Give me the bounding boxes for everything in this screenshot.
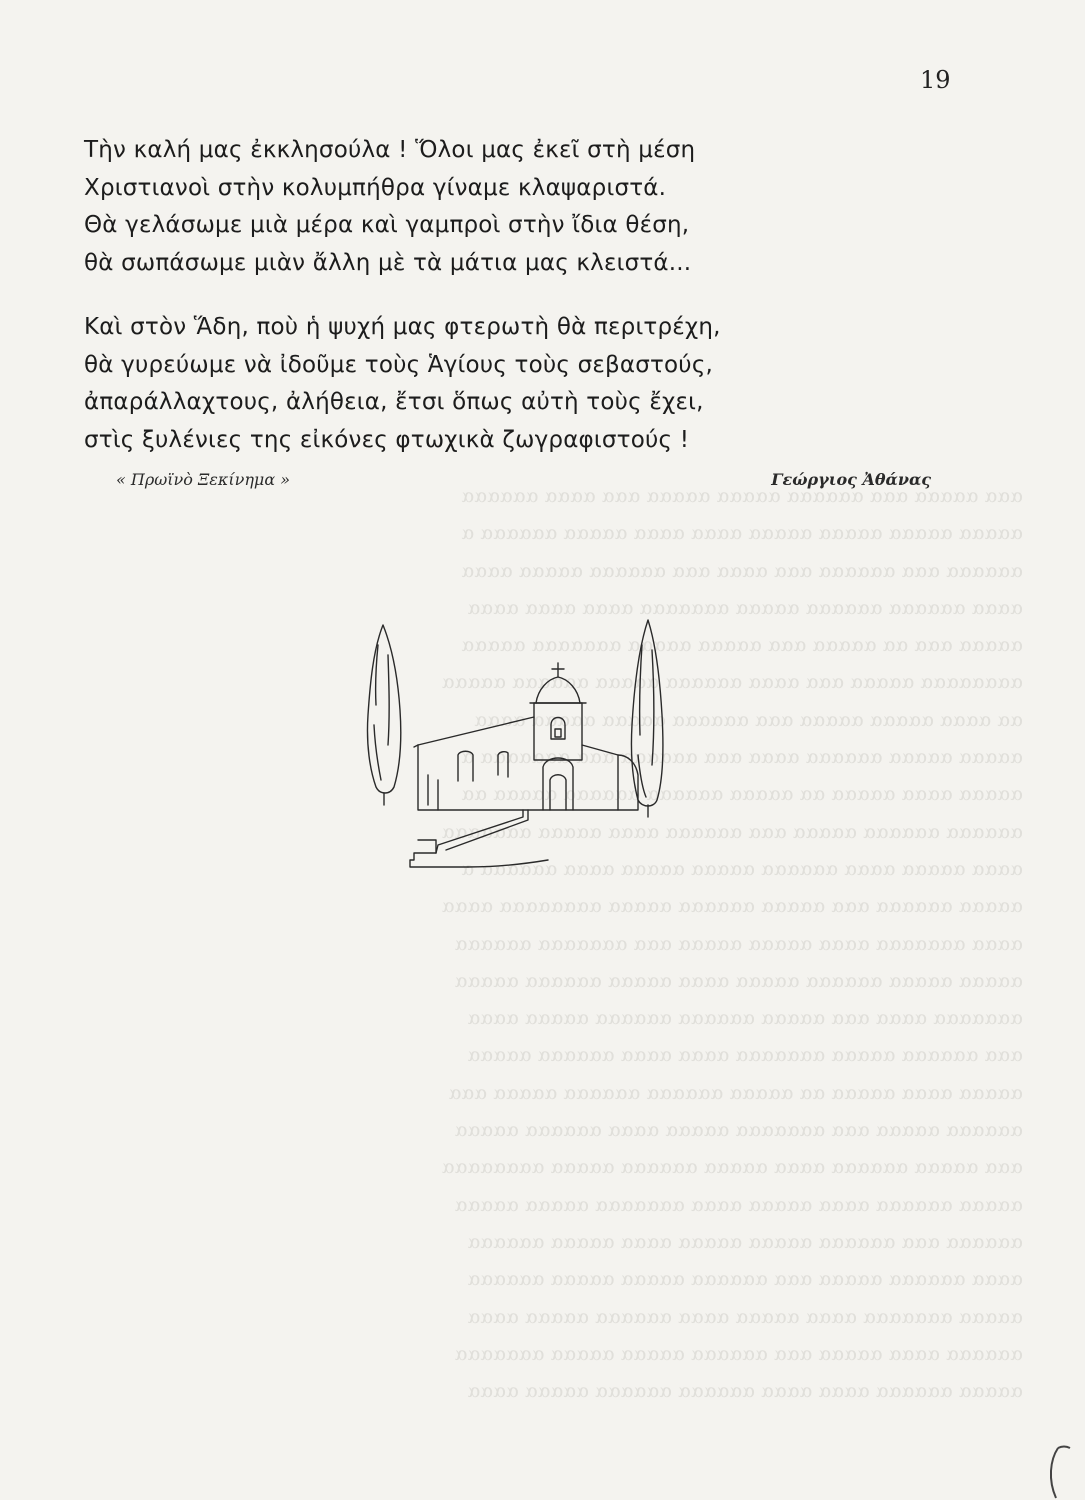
poem-line: Τὴν καλή μας ἐκκλησούλα ! Ὅλοι μας ἐκεῖ στὴ μέση	[84, 137, 696, 163]
show-through-text: ααα ααααα ααα αααααα ααααα ααααα ααα αααα αααααα ααααα ααααα ααααα ααααα αααα αααα ααααα αααααα α αααααα ααα αααααα ααα αααα ααα αααααα ααααα αααα αααα αααααα αααααα ααααα ααααααα αααα αααα αααα ααααα ααα αα ααααα ααα ααααα ααααα ααααααα ααααα αααααααα ααααα ααα αααα αααααα ααααα αααααα ααααα αα αααα ααααα ααααα ααα αααααα ααααα ααααα αααα ααααα ααααα αααααα αααα ααα αααααα ααα ααααααα α ααααα αααα ααααα αα ααααα αααααα αααααα ααααα αα αααααα αααααα ααααα ααα αααααα αααα ααααα ααααααα αααα ααααα αααα αααααα ααααα ααααα αααα αααααα α ααααα αααααα ααα ααααα αααααα ααααα αααααααα αααα αααα ααααααα αααα ααααα ααααα ααα ααααααα αααααα ααααα ααααα αααααα ααααα αααα ααααα αααααα ααααα ααααααα αααα ααα ααααα αααααα αααααα ααααα αααα ααα αααααα ααααα ααααααα αααα αααα αααααα ααααα ααααα αααα ααααα αα ααααα αααααα αααααα ααααα ααα αααααα ααααα ααα ααααααα ααααα αααα αααααα ααααα ααα ααααα αααααα αααα ααααα αααααα ααααα αααααααα ααααα αααααα αααα ααααα αααα ααααααα ααααα ααααα αααααα ααα αααααα ααααα ααααα αααα ααααα αααααα αααα αααααα ααααα ααα αααααα ααααα ααααα αααααα ααααα ααααααα αααα ααααα αααα αααααα ααααα αααα αααααα αααα ααααα ααα αααααα ααααα ααααα ααααααα ααααα αααααα αααα αααα αααααα αααααα ααααα αααα	[441, 485, 1023, 1403]
bell-tower-icon	[530, 677, 586, 760]
poem-line: θὰ γυρεύωμε νὰ ἰδοῦμε τοὺς Ἁγίους τοὺς σεβαστούς,	[84, 351, 714, 378]
cypress-tree-icon	[631, 620, 662, 817]
cypress-tree-icon	[367, 625, 400, 805]
page-number: 19	[920, 66, 951, 94]
poem-author: Γεώργιος Ἀθάνας	[771, 470, 931, 489]
poem-stanza-2	[84, 309, 904, 459]
poem-line: Καὶ στὸν Ἅδη, ποὺ ἡ ψυχή μας φτερωτὴ θὰ περιτρέχη,	[84, 314, 721, 340]
poem-line: θὰ σωπάσωμε μιὰν ἄλλη μὲ τὰ μάτια μας κλειστά...	[84, 249, 692, 276]
poem-line: ἀπαράλλαχτους, ἀλήθεια, ἔτσι ὅπως αὐτὴ τοὺς ἔχει,	[84, 389, 704, 415]
cross-icon	[552, 663, 564, 677]
poem-line: Χριστιανοὶ στὴν κολυμπήθρα γίναμε κλαψαριστά.	[84, 174, 667, 201]
chapel-with-cypress-trees-icon	[318, 605, 738, 905]
stairs-icon	[410, 810, 548, 867]
page-edge-mark	[1030, 1440, 1080, 1500]
chapel-building-icon	[414, 717, 638, 810]
poem-line: Θὰ γελάσωμε μιὰ μέρα καὶ γαμπροὶ στὴν ἴδια θέση,	[84, 212, 690, 238]
poem-line: στὶς ξυλένιες της εἰκόνες φτωχικὰ ζωγραφιστούς !	[84, 426, 690, 453]
poem-source: « Πρωϊνὸ Ξεκίνημα »	[116, 470, 290, 489]
poem-stanza-1	[84, 132, 904, 282]
